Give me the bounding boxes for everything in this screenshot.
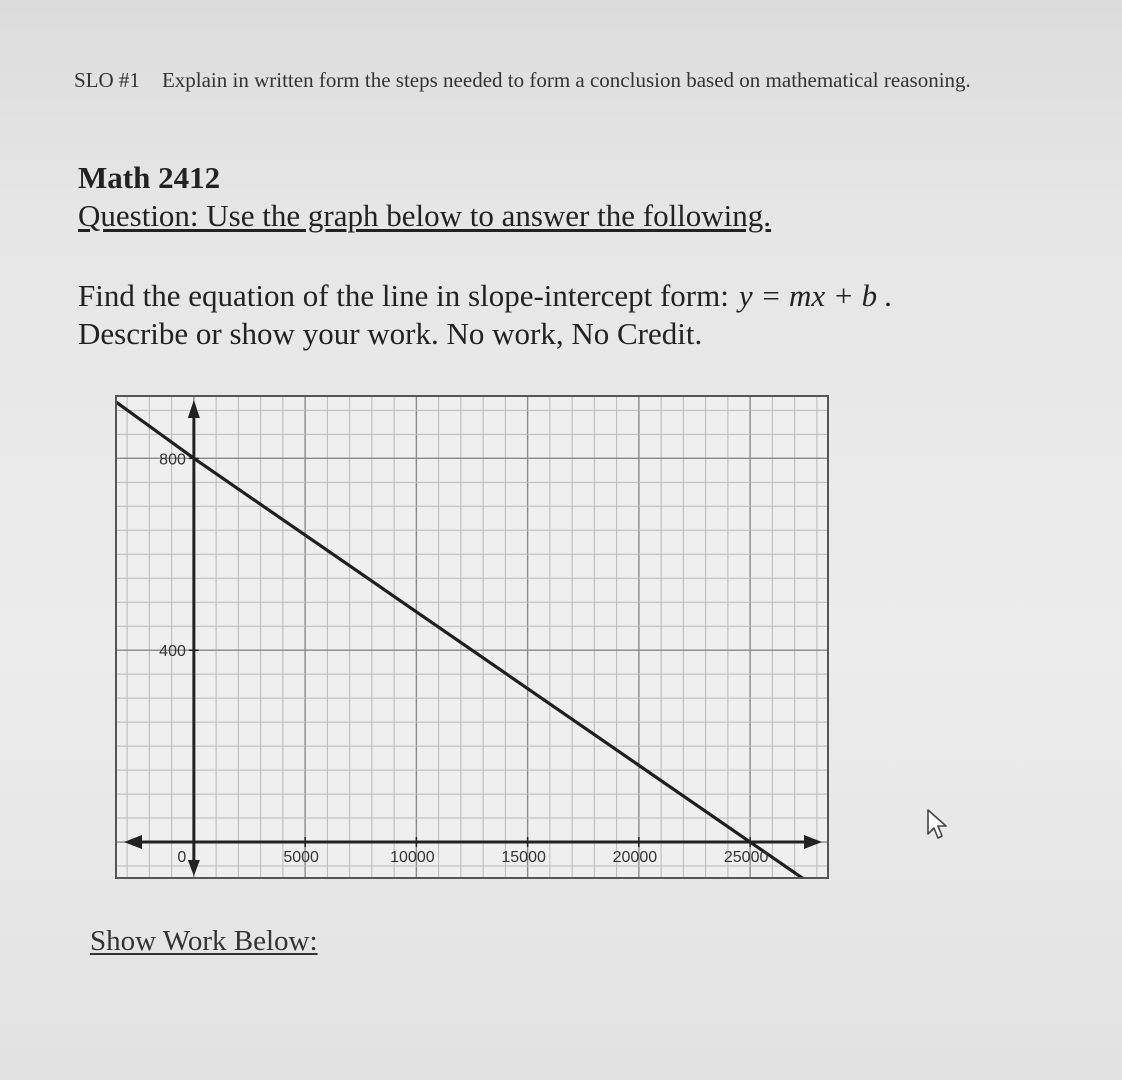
y-tick-label: 800 [159, 451, 186, 469]
slo-statement [74, 68, 971, 93]
x-tick-label: 15000 [501, 849, 546, 867]
slo-tag: SLO #1 [74, 68, 140, 92]
mouse-pointer-icon [926, 808, 948, 845]
slo-text: Explain in written form the steps needed to form a conclusion based on mathematical reasoning. [161, 68, 971, 92]
course-title: Math 2412 [78, 160, 221, 195]
grid [116, 396, 828, 878]
x-tick-label: 0 [177, 849, 187, 867]
x-tick-label: 25000 [723, 849, 769, 867]
x-tick-label: 5000 [283, 849, 319, 867]
x-tick-label: 10000 [390, 849, 435, 867]
show-work-label: Show Work Below: [90, 925, 318, 957]
instruction-text: Find the equation of the line in slope-intercept form: [78, 278, 729, 313]
x-tick-label: 20000 [612, 849, 658, 867]
line-graph [112, 392, 832, 882]
plot-background [116, 396, 828, 878]
y-tick-label: 400 [159, 643, 186, 661]
instruction-line [78, 278, 893, 314]
work-requirement: Describe or show your work. No work, No Credit. [78, 316, 703, 351]
question-heading: Question: Use the graph below to answer the following. [78, 198, 772, 233]
formula-text: y = mx + b . [738, 278, 893, 313]
